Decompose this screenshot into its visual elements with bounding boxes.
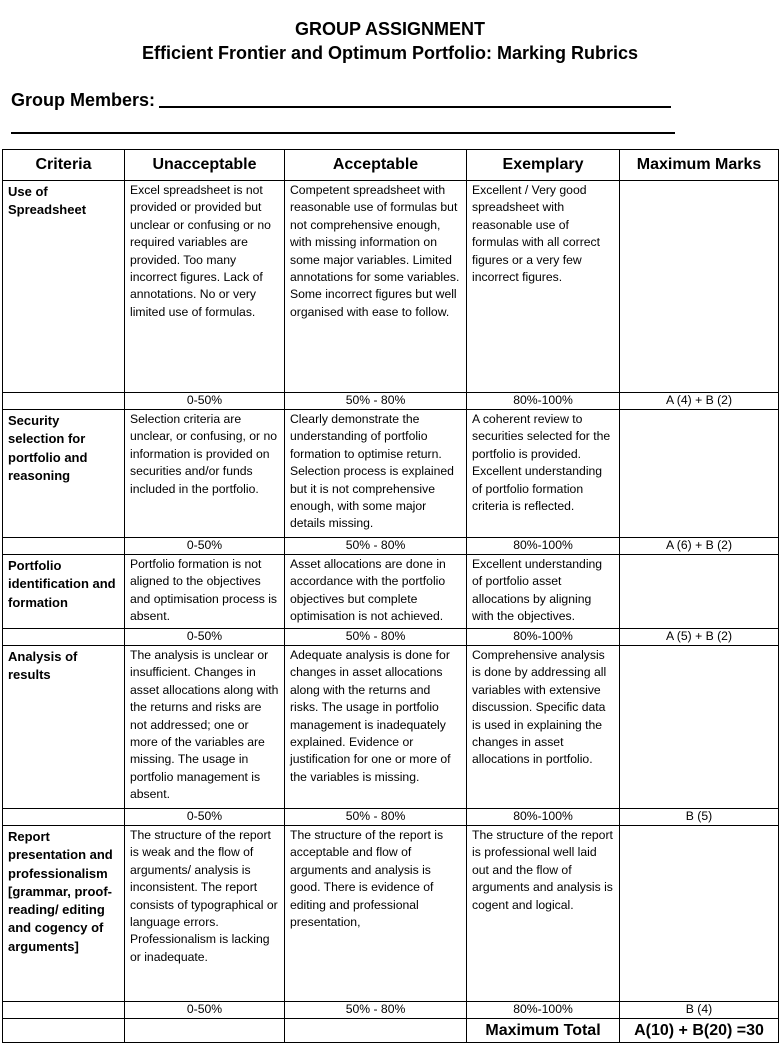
document-subtitle: Efficient Frontier and Optimum Portfolio: Marking Rubrics [141, 43, 639, 63]
max-marks-cell [620, 181, 779, 393]
exemplary-cell: The structure of the report is professional well laid out and the flow of arguments and analysis is cogent and logical. [467, 826, 620, 1002]
header-criteria: Criteria [3, 150, 125, 181]
band-max: B (5) [620, 809, 779, 826]
criterion-cell: Use of Spreadsheet [3, 181, 125, 393]
unacceptable-cell: Selection criteria are unclear, or confusing, or no information is provided on securities and/or funds included in the portfolio. [125, 410, 285, 538]
document-title: GROUP ASSIGNMENT [294, 19, 486, 39]
title-block [0, 17, 780, 65]
unacceptable-cell: The structure of the report is weak and the flow of arguments/ analysis is inconsistent. The report consists of typographical or language errors. Professionalism is lacking or inadequate. [125, 826, 285, 1002]
band-unacceptable: 0-50% [125, 1002, 285, 1019]
rubric-row [3, 555, 779, 629]
unacceptable-cell: Excel spreadsheet is not provided or provided but unclear or confusing or no required variables are provided. Too many incorrect figures. Lack of annotations. No or very limited use of formulas. [125, 181, 285, 393]
exemplary-cell: A coherent review to securities selected for the portfolio is provided. Excellent understanding of portfolio formation criteria is reflected. [467, 410, 620, 538]
total-value: A(10) + B(20) =30 [620, 1019, 779, 1043]
rubric-row [3, 181, 779, 393]
band-exemplary: 80%-100% [467, 809, 620, 826]
band-max: A (6) + B (2) [620, 538, 779, 555]
band-criterion-cell [3, 538, 125, 555]
rubric-row [3, 826, 779, 1002]
band-exemplary: 80%-100% [467, 629, 620, 646]
exemplary-cell: Comprehensive analysis is done by addressing all variables with extensive discussion. Specific data is used in explaining the changes in asset allocations in portfolio. [467, 646, 620, 809]
band-max: B (4) [620, 1002, 779, 1019]
rubric-table [2, 149, 779, 1043]
group-members-blank-line [159, 88, 671, 108]
criterion-cell: Security selection for portfolio and reasoning [3, 410, 125, 538]
unacceptable-cell: The analysis is unclear or insufficient. Changes in asset allocations along with the returns and risks are not addressed; one or more of the variables are missing. The usage in portfolio management is absent. [125, 646, 285, 809]
band-exemplary: 80%-100% [467, 1002, 620, 1019]
max-marks-cell [620, 555, 779, 629]
band-row [3, 538, 779, 555]
unacceptable-cell: Portfolio formation is not aligned to the objectives and optimisation process is absent. [125, 555, 285, 629]
band-acceptable: 50% - 80% [285, 809, 467, 826]
band-row [3, 809, 779, 826]
band-criterion-cell [3, 393, 125, 410]
total-empty-cell [125, 1019, 285, 1043]
exemplary-cell: Excellent understanding of portfolio asset allocations by aligning with the objectives. [467, 555, 620, 629]
band-acceptable: 50% - 80% [285, 629, 467, 646]
band-max: A (5) + B (2) [620, 629, 779, 646]
band-unacceptable: 0-50% [125, 538, 285, 555]
max-marks-cell [620, 646, 779, 809]
band-exemplary: 80%-100% [467, 538, 620, 555]
total-label: Maximum Total [467, 1019, 620, 1043]
band-unacceptable: 0-50% [125, 393, 285, 410]
acceptable-cell: Adequate analysis is done for changes in asset allocations along with the returns and risks. The usage in portfolio management is inadequately explained. Evidence or justification for one or more of the variables is missing. [285, 646, 467, 809]
total-empty-cell [3, 1019, 125, 1043]
acceptable-cell: Asset allocations are done in accordance with the portfolio objectives but complete optimisation is not achieved. [285, 555, 467, 629]
rubric-row [3, 410, 779, 538]
band-exemplary: 80%-100% [467, 393, 620, 410]
band-acceptable: 50% - 80% [285, 393, 467, 410]
band-criterion-cell [3, 1002, 125, 1019]
header-acceptable: Acceptable [285, 150, 467, 181]
criterion-cell: Analysis of results [3, 646, 125, 809]
max-marks-cell [620, 410, 779, 538]
header-exemplary: Exemplary [467, 150, 620, 181]
band-row [3, 393, 779, 410]
group-members-blank-line-2 [11, 132, 675, 134]
header-row [3, 150, 779, 181]
band-row [3, 629, 779, 646]
criterion-cell: Portfolio identification and formation [3, 555, 125, 629]
acceptable-cell: Competent spreadsheet with reasonable use of formulas but not comprehensive enough, with missing information on some major variables. Limited annotations for some variables. Some incorrect figures but well organised with ease to follow. [285, 181, 467, 393]
rubric-row [3, 646, 779, 809]
group-members-label: Group Members: [11, 90, 156, 110]
acceptable-cell: Clearly demonstrate the understanding of portfolio formation to optimise return. Selection process is explained but it is not comprehensive enough, with some major details missing. [285, 410, 467, 538]
group-members-row [11, 88, 671, 111]
band-row [3, 1002, 779, 1019]
header-maximum-marks: Maximum Marks [620, 150, 779, 181]
total-row [3, 1019, 779, 1043]
band-criterion-cell [3, 809, 125, 826]
header-unacceptable: Unacceptable [125, 150, 285, 181]
total-empty-cell [285, 1019, 467, 1043]
acceptable-cell: The structure of the report is acceptable and flow of arguments and analysis is good. There is evidence of editing and professional presentation, [285, 826, 467, 1002]
band-unacceptable: 0-50% [125, 809, 285, 826]
band-criterion-cell [3, 629, 125, 646]
band-acceptable: 50% - 80% [285, 538, 467, 555]
exemplary-cell: Excellent / Very good spreadsheet with reasonable use of formulas with all correct figures or a very few incorrect figures. [467, 181, 620, 393]
band-unacceptable: 0-50% [125, 629, 285, 646]
max-marks-cell [620, 826, 779, 1002]
band-acceptable: 50% - 80% [285, 1002, 467, 1019]
criterion-cell: Report presentation and professionalism [grammar, proof-reading/ editing and cogency of arguments] [3, 826, 125, 1002]
band-max: A (4) + B (2) [620, 393, 779, 410]
